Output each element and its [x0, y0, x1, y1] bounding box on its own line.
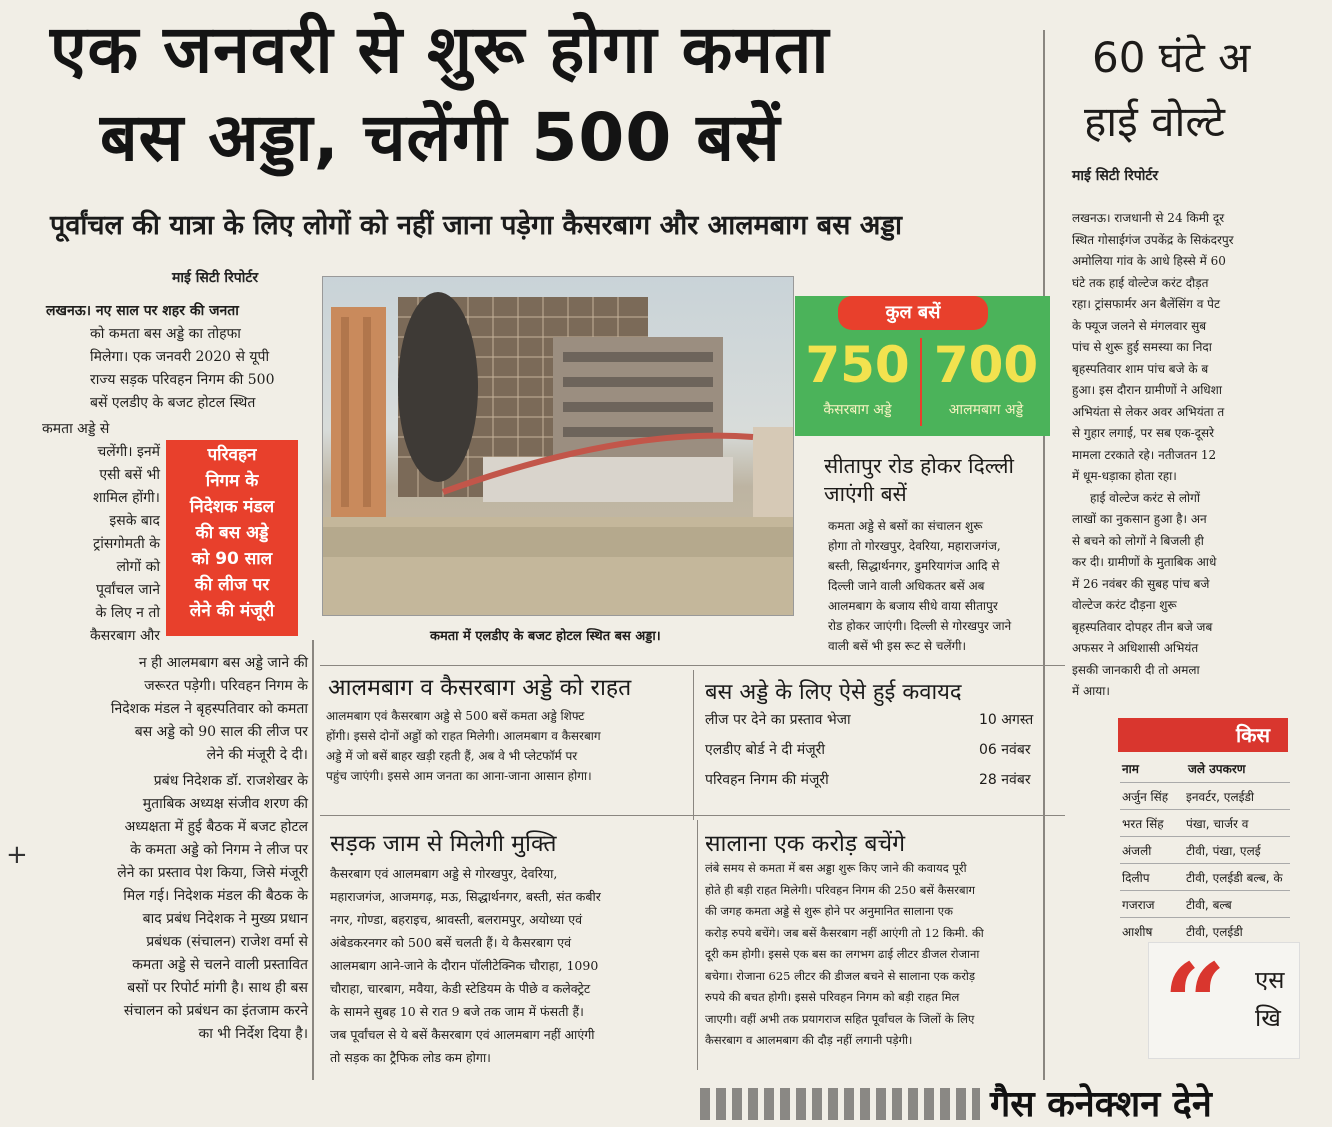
- callout-line: निदेशक मंडल: [189, 497, 275, 517]
- text-line: में 26 नवंबर की सुबह पांच बजे: [1072, 576, 1210, 591]
- text-line: चलेंगी। इनमें: [97, 444, 160, 460]
- kaiserbagh-count: 750: [805, 336, 910, 394]
- jam-body: [330, 862, 690, 1069]
- text-line: कैसरबाग एवं आलमबाग अड्डे से गोरखपुर, देवरिया,: [330, 866, 558, 881]
- crosshair-icon: +: [6, 840, 28, 870]
- bottom-border-strip: [700, 1088, 980, 1120]
- text-line: लखनऊ। नए साल पर शहर की जनता: [46, 303, 239, 319]
- text-line: अंबेडकरनगर को 500 बसें चलती हैं। ये कैसरबाग एवं: [330, 935, 572, 950]
- table-cell: अंजली: [1122, 844, 1152, 858]
- column-divider-left: [312, 640, 314, 1080]
- text-line: होते ही बड़ी राहत मिलेगी। परिवहन निगम की 250 बसें कैसरबाग: [705, 882, 976, 897]
- text-line: रोड होकर जाएंगी। दिल्ली से गोरखपुर जाने: [828, 619, 1012, 633]
- timeline-row: [705, 740, 1055, 770]
- sitapur-body: [828, 516, 1063, 656]
- text-line: बस अड्डे को 90 साल की लीज पर: [134, 724, 308, 740]
- subheadline: पूर्वांचल की यात्रा के लिए लोगों को नहीं जाना पड़ेगा कैसरबाग और आलमबाग बस अड्डा: [50, 210, 903, 241]
- text-line: अभियंता से लेकर अवर अभियंता त: [1072, 404, 1225, 419]
- table-cell: टीवी, एलईडी बल्ब, के: [1186, 871, 1283, 885]
- callout-line: को 90 साल: [191, 549, 273, 569]
- text-line: मामला टरकाते रहे। नतीजतन 12: [1072, 447, 1217, 462]
- next-headline: गैस कनेक्शन देने: [990, 1084, 1212, 1125]
- table-row: [1120, 890, 1290, 917]
- text-line: लाखों का नुकसान हुआ है। अन: [1072, 512, 1207, 526]
- callout-line: की लीज पर: [194, 575, 270, 595]
- text-line: लेने का प्रस्ताव पेश किया, जिसे मंजूरी: [117, 865, 308, 881]
- text-line: राज्य सड़क परिवहन निगम की 500: [90, 372, 275, 388]
- stats-divider: [920, 338, 922, 426]
- timeline-date: 06 नवंबर: [979, 742, 1031, 758]
- text-line: कमता अड्डे से चलने वाली प्रस्तावित: [132, 957, 308, 973]
- table-col-name: नाम: [1122, 762, 1139, 776]
- table-cell: अर्जुन सिंह: [1122, 790, 1169, 804]
- text-line: अध्यक्षता में हुई बैठक में बजट होटल: [124, 819, 308, 835]
- byline: माई सिटी रिपोर्टर: [172, 270, 259, 286]
- box-divider: [693, 670, 694, 820]
- timeline-event: एलडीए बोर्ड ने दी मंजूरी: [705, 742, 825, 758]
- quote-box: [1148, 939, 1300, 1068]
- table-header-bar: किस: [1118, 718, 1288, 752]
- text-line: कमता अड्डे से बसों का संचालन शुरू: [828, 519, 983, 533]
- text-line: जब पूर्वांचल से ये बसें कैसरबाग एवं आलमबाग नहीं आएंगी: [330, 1027, 595, 1042]
- text-line: में धूम-धड़ाका होता रहा।: [1072, 469, 1177, 483]
- text-line: अमोलिया गांव के आधे हिस्से में 60: [1072, 254, 1226, 268]
- alambagh-label: आलमबाग अड्डे: [948, 402, 1024, 418]
- timeline-row: [705, 710, 1055, 740]
- text-line: बस्ती, सिद्धार्थनगर, डुमरियागंज आदि से: [828, 559, 1000, 573]
- right-byline: माई सिटी रिपोर्टर: [1072, 168, 1159, 184]
- text-line: निदेशक मंडल ने बृहस्पतिवार को कमता: [110, 701, 308, 717]
- relief-body: [326, 706, 688, 786]
- text-line: लंबे समय से कमता में बस अड्डा शुरू किए जाने की कवायद पूरी: [705, 861, 967, 875]
- text-line: वाली बसें भी इस रूट से चलेंगी।: [828, 639, 967, 653]
- table-row: [1120, 782, 1290, 809]
- text-line: होंगी। इससे दोनों अड्डों को राहत मिलेगी। आलमबाग व कैसरबाग: [326, 729, 601, 743]
- text-line: आलमबाग के बजाय सीधे वाया सीतापुर: [828, 599, 998, 613]
- text-line: पहुंच जाएंगी। इससे आम जनता का आना-जाना आसान होगा।: [326, 769, 592, 783]
- quote-line: खि: [1255, 1004, 1281, 1032]
- text-line: कैसरबाग और: [90, 628, 160, 644]
- lead-paragraph-cont: [46, 652, 308, 767]
- text-line: बृहस्पतिवार शाम पांच बजे के ब: [1072, 361, 1209, 376]
- table-row: [1120, 809, 1290, 836]
- table-cell: इनवर्टर, एलईडी: [1186, 790, 1255, 804]
- right-article: [1070, 0, 1285, 1075]
- kaiserbagh-label: कैसरबाग अड्डे: [823, 402, 892, 418]
- headline-line-1: एक जनवरी से शुरू होगा कमता: [50, 11, 830, 88]
- text-line: दूरी कम होगी। इससे एक बस का लगभग ढाई लीटर डीजल रोजाना: [705, 947, 980, 961]
- relief-title: आलमबाग व कैसरबाग अड्डे को राहत: [328, 675, 632, 701]
- table-cell: भरत सिंह: [1122, 817, 1164, 831]
- timeline-row: [705, 770, 1055, 800]
- text-line: दिल्ली जाने वाली अधिकतर बसें अब: [828, 579, 985, 593]
- text-line: की जगह कमता अड्डे से शुरू होने पर अनुमानित सालाना एक: [705, 904, 953, 918]
- text-line: वोल्टेज करंट दौड़ना शुरू: [1072, 598, 1177, 612]
- photo-caption: कमता में एलडीए के बजट होटल स्थित बस अड्डा।: [430, 629, 661, 644]
- text-line: मुताबिक अध्यक्ष संजीव शरण की: [142, 796, 308, 812]
- text-line: पूर्वांचल जाने: [96, 582, 160, 598]
- text-line: बृहस्पतिवार दोपहर तीन बजे जब: [1072, 619, 1213, 634]
- right-body: [1072, 208, 1332, 703]
- second-paragraph: [42, 770, 308, 1046]
- text-line: से बचने को लोगों ने बिजली ही: [1072, 533, 1204, 548]
- text-line: आलमबाग एवं कैसरबाग अड्डे से 500 बसें कमता अड्डे शिफ्ट: [326, 709, 585, 723]
- text-line: महाराजगंज, आजमगढ़, मऊ, सिद्धार्थनगर, बस्ती, संत कबीर: [330, 889, 601, 904]
- quote-line: एस: [1255, 966, 1285, 994]
- callout-line: परिवहन: [207, 445, 257, 465]
- quote-icon: “: [1163, 939, 1227, 1068]
- text-line: रहा। ट्रांसफार्मर अन बैलेंसिंग व पेट: [1072, 297, 1221, 311]
- table-cell: टीवी, बल्ब: [1186, 898, 1232, 912]
- text-line: के फ्यूज जलने से मंगलवार सुब: [1072, 318, 1207, 333]
- text-line: पांच से शुरू हुई समस्या का निदा: [1072, 340, 1212, 354]
- timeline-event: लीज पर देने का प्रस्ताव भेजा: [705, 712, 851, 728]
- table-cell: पंखा, चार्जर व: [1186, 817, 1249, 831]
- table-cell: टीवी, पंखा, एलई: [1186, 844, 1261, 858]
- text-line: प्रबंधक (संचालन) राजेश वर्मा से: [146, 934, 308, 950]
- text-line: बाद प्रबंध निदेशक ने मुख्य प्रधान: [142, 911, 308, 927]
- text-line: से गुहार लगाई, पर सब एक-दूसरे: [1072, 426, 1215, 440]
- text-line: के कमता अड्डे को निगम ने लीज पर: [130, 842, 308, 858]
- table-body: [1120, 782, 1290, 944]
- callout-line: की बस अड्डे: [195, 523, 269, 543]
- callout-box: [166, 440, 298, 636]
- text-line: घंटे तक हाई वोल्टेज करंट दौड़त: [1072, 275, 1209, 290]
- text-line: शामिल होंगी।: [93, 490, 160, 506]
- text-line: के सामने सुबह 10 से रात 9 बजे तक जाम में फंसती हैं।: [330, 1004, 584, 1019]
- text-line: के लिए न तो: [95, 605, 160, 621]
- text-line: रुपये की बचत होगी। इससे परिवहन निगम को बड़ी राहत मिल: [705, 990, 960, 1004]
- text-line: लखनऊ। राजधानी से 24 किमी दूर: [1072, 211, 1225, 225]
- text-line: कैसरबाग व आलमबाग की दौड़ नहीं लगानी पड़ेगी।: [705, 1033, 913, 1047]
- jam-title: सड़क जाम से मिलेगी मुक्ति: [330, 831, 557, 857]
- text-line: हाई वोल्टेज करंट से लोगों: [1090, 490, 1200, 505]
- text-line: मिल गई। निदेशक मंडल की बैठक के: [123, 888, 308, 904]
- text-line: चौराहा, चारबाग, मवैया, केडी स्टेडियम के पीछे व कलेक्ट्रेट: [330, 981, 591, 996]
- text-line: बसों पर रिपोर्ट मांगी है। साथ ही बस: [127, 980, 308, 996]
- lead-paragraph-narrow: [42, 418, 160, 648]
- text-line: इसके बाद: [109, 513, 160, 529]
- text-line: करोड़ रुपये बचेंगे। जब बसें कैसरबाग नहीं आएंगी तो 12 किमी. की: [705, 925, 984, 940]
- text-line: हुआ। इस दौरान ग्रामीणों ने अधिशा: [1072, 383, 1222, 397]
- table-row: [1120, 836, 1290, 863]
- timeline-date: 10 अगस्त: [979, 712, 1034, 728]
- text-line: लेने की मंजूरी दे दी।: [206, 747, 308, 763]
- text-line: स्थित गोसाईगंज उपकेंद्र के सिकंदरपुर: [1072, 232, 1234, 247]
- text-line: ट्रांसगोमती के: [93, 536, 160, 552]
- text-line: को कमता बस अड्डे का तोहफा: [90, 326, 241, 342]
- text-line: प्रबंध निदेशक डॉ. राजशेखर के: [153, 773, 308, 789]
- text-line: संचालन को प्रबंधन का इंतजाम करने: [123, 1003, 308, 1019]
- right-headline-2: हाई वोल्टे: [1084, 97, 1225, 146]
- text-line: तो सड़क का ट्रैफिक लोड कम होगा।: [330, 1050, 491, 1065]
- table-cell: टीवी, एलईडी: [1186, 925, 1243, 939]
- bus-stand-photo: [322, 276, 794, 616]
- callout-line: लेने की मंजूरी: [189, 601, 275, 621]
- text-line: मिलेगा। एक जनवरी 2020 से यूपी: [90, 349, 270, 365]
- table-col-items: जले उपकरण: [1188, 762, 1246, 776]
- text-line: नगर, गोण्डा, बहराइच, श्रावस्ती, बलरामपुर, अयोध्या एवं: [330, 912, 583, 927]
- savings-title: सालाना एक करोड़ बचेंगे: [705, 831, 906, 857]
- title-line: जाएंगी बसें: [824, 482, 907, 506]
- building-illustration: [323, 277, 793, 615]
- table-row: [1120, 863, 1290, 890]
- sitapur-title: [824, 452, 1014, 508]
- table-cell: गजराज: [1122, 898, 1155, 912]
- text-line: कर दी। ग्रामीणों के मुताबिक आधे: [1072, 555, 1217, 569]
- text-line: आलमबाग आने-जाने के दौरान पॉलीटेक्निक चौराहा, 1090: [330, 958, 599, 973]
- text-line: बचेगा। रोजाना 625 लीटर की डीजल बचने से सालाना एक करोड़: [705, 968, 976, 983]
- text-line: का भी निर्देश दिया है।: [198, 1026, 308, 1042]
- alambagh-count: 700: [933, 336, 1039, 394]
- right-headline-1: 60 घंटे अ: [1092, 33, 1251, 82]
- timeline-date: 28 नवंबर: [979, 772, 1031, 788]
- horizontal-divider-2: [320, 815, 1065, 816]
- text-line: न ही आलमबाग बस अड्डे जाने की: [138, 655, 308, 671]
- timeline-list: [705, 710, 1055, 800]
- text-line: लोगों को: [116, 559, 160, 575]
- table-cell: दिलीप: [1122, 871, 1150, 885]
- text-line: जरूरत पड़ेगी। परिवहन निगम के: [144, 678, 308, 694]
- savings-body: [705, 858, 1060, 1052]
- text-line: में आया।: [1072, 684, 1110, 698]
- text-line: कमता अड्डे से: [42, 421, 110, 437]
- timeline-title: बस अड्डे के लिए ऐसे हुई कवायद: [705, 680, 962, 705]
- title-line: सीतापुर रोड होकर दिल्ली: [824, 454, 1014, 478]
- lead-paragraph: [46, 300, 296, 415]
- horizontal-divider: [320, 665, 1065, 666]
- box-divider-2: [697, 820, 698, 1070]
- text-line: अड्डे में जो बसें बाहर खड़ी रहती हैं, अब वे भी प्लेटफॉर्म पर: [326, 749, 578, 763]
- text-line: एसी बसें भी: [99, 467, 160, 483]
- callout-line: निगम के: [205, 471, 259, 491]
- timeline-event: परिवहन निगम की मंजूरी: [705, 772, 829, 788]
- text-line: होगा तो गोरखपुर, देवरिया, महाराजगंज,: [828, 539, 1001, 553]
- text-line: जाएगी। वहीं अभी तक प्रयागराज सहित पूर्वांचल के जिलों के लिए: [705, 1011, 975, 1026]
- table-cell: आशीष: [1122, 925, 1153, 939]
- text-line: अफसर ने अधिशासी अभियंत: [1072, 641, 1199, 655]
- text-line: बसें एलडीए के बजट होटल स्थित: [90, 395, 256, 411]
- text-line: इसकी जानकारी दी तो अमला: [1072, 662, 1200, 677]
- total-buses-pill: कुल बसें: [838, 296, 988, 330]
- headline-line-2: बस अड्डा, चलेंगी 500 बसें: [100, 99, 781, 176]
